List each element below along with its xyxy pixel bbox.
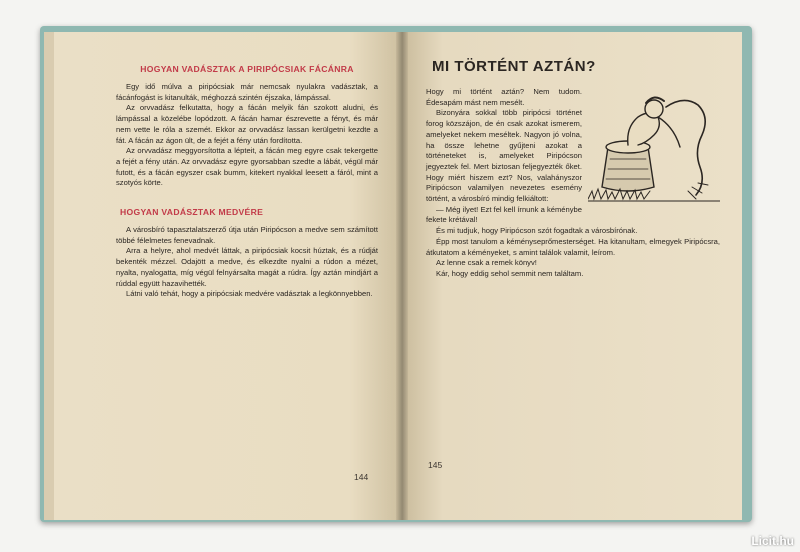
book-spine	[396, 32, 408, 520]
paragraph: Egy idő múlva a piripócsiak már nemcsak nyulakra vadásztak, a fácánfogást is kitanulták, méghozzá szintén éjszaka, lámpással.	[116, 82, 378, 102]
page-number-right: 145	[428, 460, 443, 470]
watermark: Licit.hu	[751, 534, 794, 548]
chimney-sweep-illustration-icon	[588, 87, 720, 205]
right-page	[402, 32, 742, 520]
chapter-title: MI TÖRTÉNT AZTÁN?	[432, 58, 596, 75]
paragraph: Épp most tanulom a kéményseprőmesterséget. Ha kitanultam, elmegyek Piripócsra, átkutatom a kéményeket, s amint találok valamit, leírom.	[426, 236, 720, 257]
paragraph: Az orvvadász meggyorsította a lépteit, a fácán meg egyre csak tekergette a fejét a fény után. Az orvvadász egyre gyorsabban szedte a lábát, végül már futott, és a fácán egyszer csak bumm, kitekert nyakkal leesett a fáról, mint a szotyós körte.	[116, 146, 378, 188]
paragraph: Az orvvadász felkutatta, hogy a fácán melyik fán szokott aludni, és lámpással a közelébe lopódzott. A fácán hamar észrevette a fényt, és már nem vette le róla a szemét. Ekkor az orvvadász lassan kerülgetni kezdte a fát. A fácán az ágon ült, de a fejét a fény után fordította.	[116, 103, 378, 145]
paragraph: Hogy mi történt aztán? Nem tudom. Édesapám mást nem mesélt.	[426, 87, 582, 107]
section-title-pheasant: HOGYAN VADÁSZTAK A PIRIPÓCSIAK FÁCÁNRA	[140, 64, 354, 74]
paragraph: Arra a helyre, ahol medvét láttak, a piripócsiak kocsit húztak, és a rúdját bekenték mézzel. Odajött a medve, és elkezdte nyalni a rúdon a mézet, nyalta, nyalogatta, míg végül felnyársalta magát a rúdra. Így aztán mindjárt a rúddal együtt hazavihették.	[116, 246, 378, 288]
page-number-left: 144	[354, 472, 369, 482]
paragraph: Bizonyára sokkal több piripócsi történet forog közszájon, de én csak azokat ismerem, amelyeket nekem meséltek. Nagyon jó volna, ha össze lehetne gyűjteni azokat a történeteket is, amelyeket Piripócson jegyeztek fel. Mert biztosan feljegyezték őket. Hogy miért hiszem ezt? Nos, valahányszor Piripócson valamilyen nevezetes esemény történt, a városbíró mindig felkiáltott:	[426, 108, 582, 204]
paragraph: Kár, hogy eddig sehol semmit nem találtam.	[436, 268, 584, 278]
paragraph: Az lenne csak a remek könyv!	[436, 258, 537, 268]
paragraph: — Még ilyet! Ezt fel kell írnunk a kéménybe fekete krétával!	[426, 204, 582, 225]
left-page	[54, 32, 402, 520]
paragraph: És mi tudjuk, hogy Piripócson szót fogadtak a városbírónak.	[436, 226, 638, 236]
paragraph: A városbíró tapasztalatszerző útja után Piripócson a medve sem számított többé félelmetes fenevadnak.	[116, 225, 378, 245]
paragraph: Látni való tehát, hogy a piripócsiak medvére vadásztak a legkönnyebben.	[126, 289, 373, 299]
section-title-bear: HOGYAN VADÁSZTAK MEDVÉRE	[120, 207, 264, 218]
